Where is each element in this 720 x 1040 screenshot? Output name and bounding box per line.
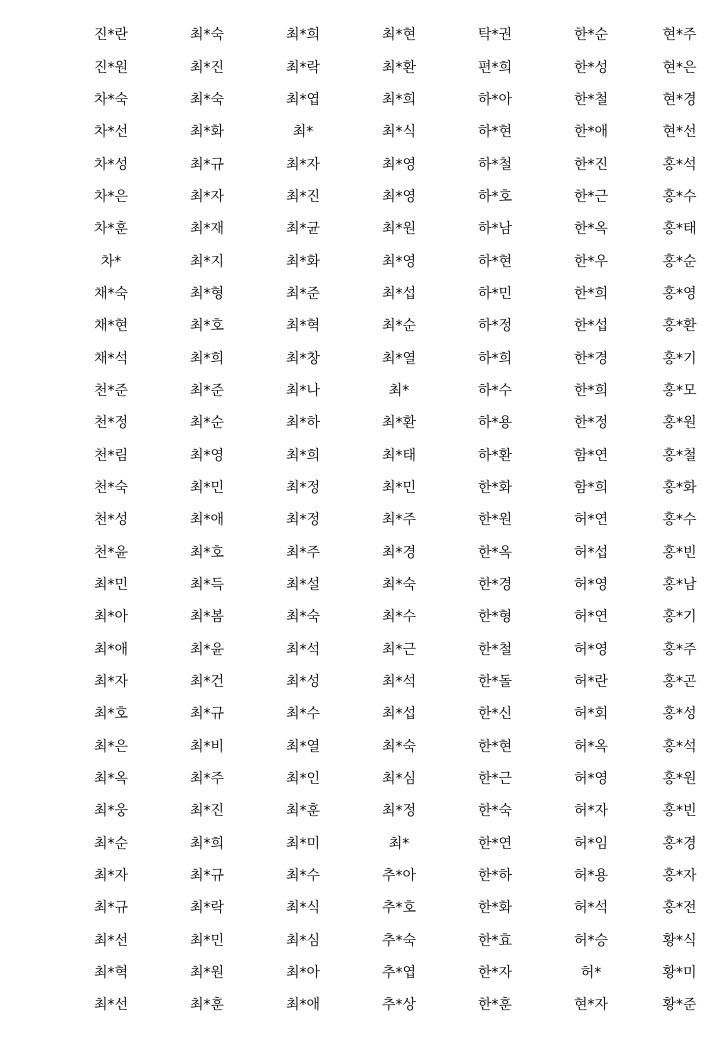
name-cell: 최*애: [285, 997, 321, 1014]
name-cell: 차*선: [93, 124, 129, 141]
name-cell: 허*석: [573, 900, 609, 917]
name-cell: 홍*성: [662, 706, 697, 723]
name-cell: 황*준: [662, 997, 697, 1014]
name-cell: 최*숙: [189, 91, 225, 108]
name-cell: 채*석: [93, 350, 129, 367]
name-cell: 최*훈: [285, 803, 321, 820]
name-row: [0, 697, 720, 729]
name-cell: 허*용: [573, 868, 609, 885]
name-cell: 최*봄: [189, 609, 225, 626]
name-cell: 한*경: [573, 350, 609, 367]
name-cell: 한*경: [477, 577, 513, 594]
name-cell: 허*승: [573, 932, 609, 949]
name-cell: 최*심: [285, 932, 321, 949]
name-cell: 최*준: [285, 285, 321, 302]
name-cell: 편*희: [477, 59, 513, 76]
name-cell: 황*미: [662, 965, 697, 982]
name-cell: 함*희: [573, 479, 609, 496]
name-cell: 한*형: [477, 609, 513, 626]
name-cell: 한*자: [477, 965, 513, 982]
name-cell: 추*숙: [381, 932, 417, 949]
name-cell: 최*득: [189, 577, 225, 594]
name-cell: 최*비: [189, 738, 225, 755]
name-row: [0, 147, 720, 179]
name-cell: 한*철: [477, 641, 513, 658]
name-cell: 하*현: [477, 124, 513, 141]
name-row: [0, 341, 720, 373]
name-cell: 하*남: [477, 221, 513, 238]
name-cell: 한*효: [477, 932, 513, 949]
name-cell: 허*연: [573, 512, 609, 529]
name-cell: 현*자: [573, 997, 609, 1014]
name-cell: 최*숙: [381, 577, 417, 594]
name-cell: 홍*주: [662, 641, 697, 658]
name-cell: 최*희: [381, 91, 417, 108]
name-cell: 최*원: [381, 221, 417, 238]
name-cell: 하*아: [477, 91, 513, 108]
name-row: [0, 568, 720, 600]
name-cell: 홍*환: [662, 318, 697, 335]
name-cell: 홍*원: [662, 771, 697, 788]
name-cell: 한*연: [477, 835, 513, 852]
name-cell: 하*수: [477, 382, 513, 399]
name-cell: 최*인: [285, 771, 321, 788]
name-row: [0, 827, 720, 859]
name-cell: 최*호: [189, 544, 225, 561]
name-cell: 홍*수: [662, 512, 697, 529]
name-cell: 최*선: [93, 997, 129, 1014]
name-cell: 최*지: [189, 253, 225, 270]
name-cell: 최*섭: [381, 706, 417, 723]
name-cell: 추*아: [381, 868, 417, 885]
name-cell: 최*윤: [189, 641, 225, 658]
name-cell: 추*엽: [381, 965, 417, 982]
name-cell: 최*영: [381, 188, 417, 205]
name-cell: 최*민: [189, 479, 225, 496]
name-cell: 홍*경: [662, 835, 697, 852]
name-cell: 최*태: [381, 447, 417, 464]
name-cell: 한*옥: [477, 544, 513, 561]
name-cell: 홍*남: [662, 577, 697, 594]
name-cell: 하*정: [477, 318, 513, 335]
name-cell: 최*열: [285, 738, 321, 755]
name-cell: 최*수: [285, 868, 321, 885]
name-cell: 허*자: [573, 803, 609, 820]
name-cell: 한*성: [573, 59, 609, 76]
name-cell: 최*심: [381, 771, 417, 788]
name-cell: 최*건: [189, 674, 225, 691]
name-cell: 최*: [388, 835, 410, 852]
name-cell: 허*영: [573, 641, 609, 658]
name-cell: 한*정: [573, 415, 609, 432]
name-cell: 허*영: [573, 577, 609, 594]
name-cell: 최*혁: [93, 965, 129, 982]
name-row: [0, 115, 720, 147]
name-cell: 최*주: [285, 544, 321, 561]
name-cell: 홍*기: [662, 350, 697, 367]
name-cell: 한*훈: [477, 997, 513, 1014]
name-cell: 최*: [388, 382, 410, 399]
name-cell: 최*경: [381, 544, 417, 561]
name-cell: 하*용: [477, 415, 513, 432]
name-row: [0, 503, 720, 535]
name-cell: 허*섭: [573, 544, 609, 561]
name-cell: 최*환: [381, 415, 417, 432]
name-cell: 한*현: [477, 738, 513, 755]
name-row: [0, 50, 720, 82]
name-cell: 최*민: [93, 577, 129, 594]
name-cell: 진*원: [93, 59, 129, 76]
name-cell: 최*설: [285, 577, 321, 594]
name-cell: 최*영: [189, 447, 225, 464]
name-cell: 홍*화: [662, 479, 697, 496]
name-cell: 최*정: [285, 479, 321, 496]
name-cell: 홍*전: [662, 900, 697, 917]
name-list-grid: [0, 18, 720, 1021]
name-cell: 홍*빈: [662, 544, 697, 561]
name-cell: 하*호: [477, 188, 513, 205]
name-cell: 최*진: [285, 188, 321, 205]
name-cell: 홍*태: [662, 221, 697, 238]
name-cell: 최*민: [381, 479, 417, 496]
name-cell: 최*아: [93, 609, 129, 626]
name-cell: 허*연: [573, 609, 609, 626]
name-cell: 최*민: [189, 932, 225, 949]
name-cell: 최*희: [285, 447, 321, 464]
name-row: [0, 956, 720, 988]
name-cell: 한*희: [573, 285, 609, 302]
name-cell: 천*성: [93, 512, 129, 529]
name-row: [0, 891, 720, 923]
name-cell: 최*균: [285, 221, 321, 238]
name-cell: 한*돌: [477, 674, 513, 691]
name-row: [0, 83, 720, 115]
name-cell: 최*선: [93, 932, 129, 949]
name-cell: 최*현: [381, 27, 417, 44]
name-cell: 최*정: [381, 803, 417, 820]
name-cell: 허*: [580, 965, 602, 982]
name-row: [0, 600, 720, 632]
name-row: [0, 406, 720, 438]
name-cell: 천*림: [93, 447, 129, 464]
name-cell: 최*아: [285, 965, 321, 982]
name-row: [0, 924, 720, 956]
name-cell: 홍*모: [662, 382, 697, 399]
name-cell: 최*영: [381, 253, 417, 270]
name-cell: 허*회: [573, 706, 609, 723]
name-cell: 차*성: [93, 156, 129, 173]
name-cell: 홍*빈: [662, 803, 697, 820]
name-cell: 최*희: [285, 27, 321, 44]
name-cell: 최*석: [285, 641, 321, 658]
name-cell: 차*훈: [93, 221, 129, 238]
name-cell: 최*규: [189, 706, 225, 723]
name-cell: 최*훈: [189, 997, 225, 1014]
name-cell: 최*자: [93, 868, 129, 885]
name-cell: 최*형: [189, 285, 225, 302]
name-cell: 최*성: [285, 674, 321, 691]
name-cell: 한*근: [477, 771, 513, 788]
name-row: [0, 18, 720, 50]
name-cell: 한*신: [477, 706, 513, 723]
name-cell: 한*우: [573, 253, 609, 270]
name-cell: 최*진: [189, 803, 225, 820]
name-cell: 천*정: [93, 415, 129, 432]
name-cell: 현*경: [662, 91, 697, 108]
name-cell: 최*락: [285, 59, 321, 76]
name-row: [0, 536, 720, 568]
name-cell: 허*임: [573, 835, 609, 852]
name-cell: 한*원: [477, 512, 513, 529]
name-cell: 한*진: [573, 156, 609, 173]
name-cell: 허*영: [573, 771, 609, 788]
name-cell: 홍*석: [662, 156, 697, 173]
name-cell: 하*현: [477, 253, 513, 270]
name-cell: 하*희: [477, 350, 513, 367]
name-cell: 최*수: [285, 706, 321, 723]
name-cell: 허*옥: [573, 738, 609, 755]
name-cell: 허*란: [573, 674, 609, 691]
name-cell: 최*재: [189, 221, 225, 238]
name-cell: 천*윤: [93, 544, 129, 561]
name-cell: 최*준: [189, 382, 225, 399]
name-cell: 최*혁: [285, 318, 321, 335]
name-cell: 한*근: [573, 188, 609, 205]
name-cell: 차*: [100, 253, 122, 270]
name-cell: 최*섭: [381, 285, 417, 302]
name-cell: 최*숙: [285, 609, 321, 626]
name-cell: 현*은: [662, 59, 697, 76]
name-row: [0, 665, 720, 697]
name-cell: 한*숙: [477, 803, 513, 820]
name-cell: 차*은: [93, 188, 129, 205]
name-cell: 최*규: [93, 900, 129, 917]
name-cell: 한*화: [477, 900, 513, 917]
name-cell: 최*화: [285, 253, 321, 270]
name-cell: 채*현: [93, 318, 129, 335]
name-row: [0, 859, 720, 891]
name-cell: 최*희: [189, 835, 225, 852]
name-cell: 최*호: [189, 318, 225, 335]
name-cell: 최*옥: [93, 771, 129, 788]
name-cell: 최*순: [189, 415, 225, 432]
name-cell: 최*식: [285, 900, 321, 917]
name-cell: 홍*순: [662, 253, 697, 270]
name-cell: 최*순: [381, 318, 417, 335]
name-row: [0, 633, 720, 665]
name-cell: 추*호: [381, 900, 417, 917]
name-row: [0, 277, 720, 309]
name-cell: 하*환: [477, 447, 513, 464]
name-cell: 최*엽: [285, 91, 321, 108]
name-cell: 최*식: [381, 124, 417, 141]
name-cell: 최*순: [93, 835, 129, 852]
name-cell: 최*자: [93, 674, 129, 691]
name-row: [0, 212, 720, 244]
name-cell: 홍*기: [662, 609, 697, 626]
name-cell: 탁*권: [477, 27, 513, 44]
name-row: [0, 244, 720, 276]
name-cell: 최*은: [93, 738, 129, 755]
name-cell: 추*상: [381, 997, 417, 1014]
name-row: [0, 374, 720, 406]
name-cell: 최*화: [189, 124, 225, 141]
name-cell: 홍*석: [662, 738, 697, 755]
name-cell: 한*옥: [573, 221, 609, 238]
name-cell: 최*규: [189, 156, 225, 173]
name-cell: 홍*자: [662, 868, 697, 885]
name-cell: 최*숙: [381, 738, 417, 755]
name-cell: 홍*영: [662, 285, 697, 302]
name-cell: 최*자: [189, 188, 225, 205]
name-row: [0, 471, 720, 503]
name-row: [0, 438, 720, 470]
name-cell: 최*웅: [93, 803, 129, 820]
name-cell: 최*규: [189, 868, 225, 885]
name-row: [0, 794, 720, 826]
name-cell: 최*희: [189, 350, 225, 367]
name-cell: 홍*수: [662, 188, 697, 205]
name-cell: 진*란: [93, 27, 129, 44]
name-cell: 최*미: [285, 835, 321, 852]
name-row: [0, 180, 720, 212]
name-cell: 한*화: [477, 479, 513, 496]
name-cell: 최*정: [285, 512, 321, 529]
name-cell: 최*주: [381, 512, 417, 529]
name-cell: 최*자: [285, 156, 321, 173]
name-cell: 최*창: [285, 350, 321, 367]
name-cell: 최*애: [93, 641, 129, 658]
name-cell: 최*나: [285, 382, 321, 399]
name-cell: 최*하: [285, 415, 321, 432]
name-cell: 최*영: [381, 156, 417, 173]
name-cell: 홍*원: [662, 415, 697, 432]
name-cell: 현*선: [662, 124, 697, 141]
name-cell: 최*열: [381, 350, 417, 367]
name-cell: 홍*곤: [662, 674, 697, 691]
name-cell: 황*식: [662, 932, 697, 949]
name-cell: 하*민: [477, 285, 513, 302]
name-row: [0, 730, 720, 762]
name-cell: 최*: [292, 124, 314, 141]
name-cell: 한*섭: [573, 318, 609, 335]
name-cell: 채*숙: [93, 285, 129, 302]
name-cell: 현*주: [662, 27, 697, 44]
name-cell: 차*숙: [93, 91, 129, 108]
name-cell: 최*근: [381, 641, 417, 658]
name-cell: 최*수: [381, 609, 417, 626]
name-cell: 한*애: [573, 124, 609, 141]
name-row: [0, 988, 720, 1020]
name-cell: 최*원: [189, 965, 225, 982]
name-row: [0, 309, 720, 341]
name-cell: 최*환: [381, 59, 417, 76]
name-cell: 하*철: [477, 156, 513, 173]
name-cell: 한*철: [573, 91, 609, 108]
name-cell: 천*숙: [93, 479, 129, 496]
name-cell: 한*희: [573, 382, 609, 399]
name-cell: 홍*철: [662, 447, 697, 464]
name-cell: 최*호: [93, 706, 129, 723]
name-cell: 한*순: [573, 27, 609, 44]
name-cell: 함*연: [573, 447, 609, 464]
name-cell: 최*진: [189, 59, 225, 76]
name-cell: 최*주: [189, 771, 225, 788]
name-row: [0, 762, 720, 794]
name-cell: 최*애: [189, 512, 225, 529]
name-cell: 천*준: [93, 382, 129, 399]
name-cell: 한*하: [477, 868, 513, 885]
name-cell: 최*락: [189, 900, 225, 917]
name-cell: 최*숙: [189, 27, 225, 44]
name-cell: 최*석: [381, 674, 417, 691]
